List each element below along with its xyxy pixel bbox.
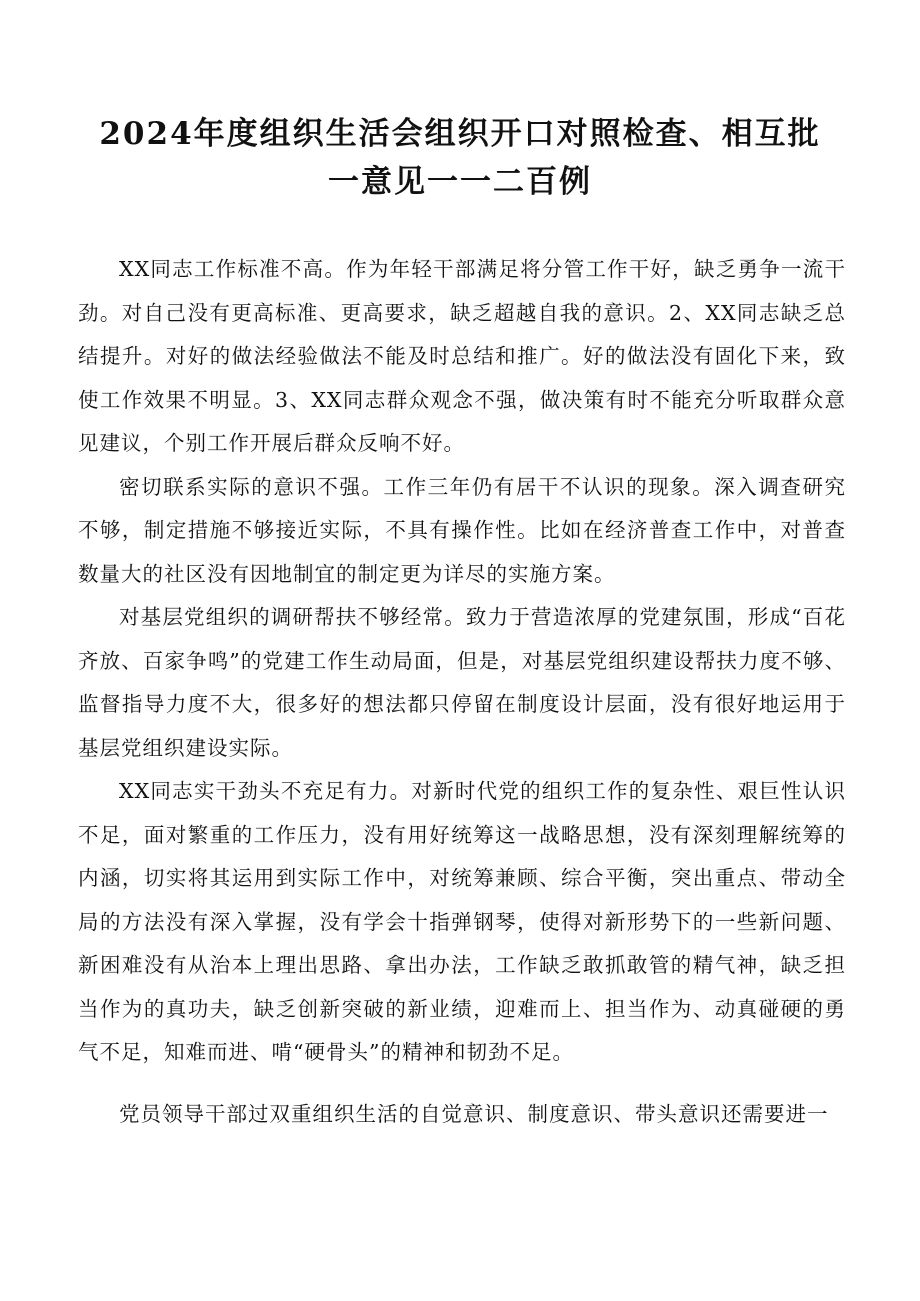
paragraph-3: 对基层党组织的调研帮扶不够经常。致力于营造浓厚的党建氛围，形成“百花齐放、百家争鸣”的党建工作生动局面，但是，对基层党组织建设帮扶力度不够、监督指导力度不大，很多好的想法都只停留在制度设计层面，没有很好地运用于基层党组织建设实际。 [78,605,846,760]
paragraph-4: XX同志实干劲头不充足有力。对新时代党的组织工作的复杂性、艰巨性认识不足，面对繁重的工作压力，没有用好统筹这一战略思想，没有深刻理解统筹的内涵，切实将其运用到实际工作中，对统筹兼顾、综合平衡，突出重点、带动全局的方法没有深入掌握，没有学会十指弹钢琴，使得对新形势下的一些新问题、新困难没有从治本上理出思路、拿出办法，工作缺乏敢抓敢管的精气神，缺乏担当作为的真功夫，缺乏创新突破的新业绩，迎难而上、担当作为、动真碰硬的勇气不足，知难而进、啃“硬骨头”的精神和韧劲不足。 [78,779,846,1064]
document-body [78,248,846,1136]
document-title-line-2: 一意见一一二百例 [328,164,592,200]
paragraph-2: 密切联系实际的意识不强。工作三年仍有居干不认识的现象。深入调查研究不够，制定措施不够接近实际，不具有操作性。比如在经济普查工作中，对普查数量大的社区没有因地制宜的制定更为详尽的实施方案。 [78,474,846,586]
document-title-line-1: 2024年度组织生活会组织开口对照检查、相互批 [99,116,821,152]
paragraph-1: XX同志工作标准不高。作为年轻干部满足将分管工作干好，缺乏勇争一流干劲。对自己没有更高标准、更高要求，缺乏超越自我的意识。2、XX同志缺乏总结提升。对好的做法经验做法不能及时总结和推广。好的做法没有固化下来，致使工作效果不明显。3、XX同志群众观念不强，做决策有时不能充分听取群众意见建议，个别工作开展后群众反响不好。 [78,257,846,455]
paragraph-5: 党员领导干部过双重组织生活的自觉意识、制度意识、带头意识还需要进一 [119,1101,829,1126]
